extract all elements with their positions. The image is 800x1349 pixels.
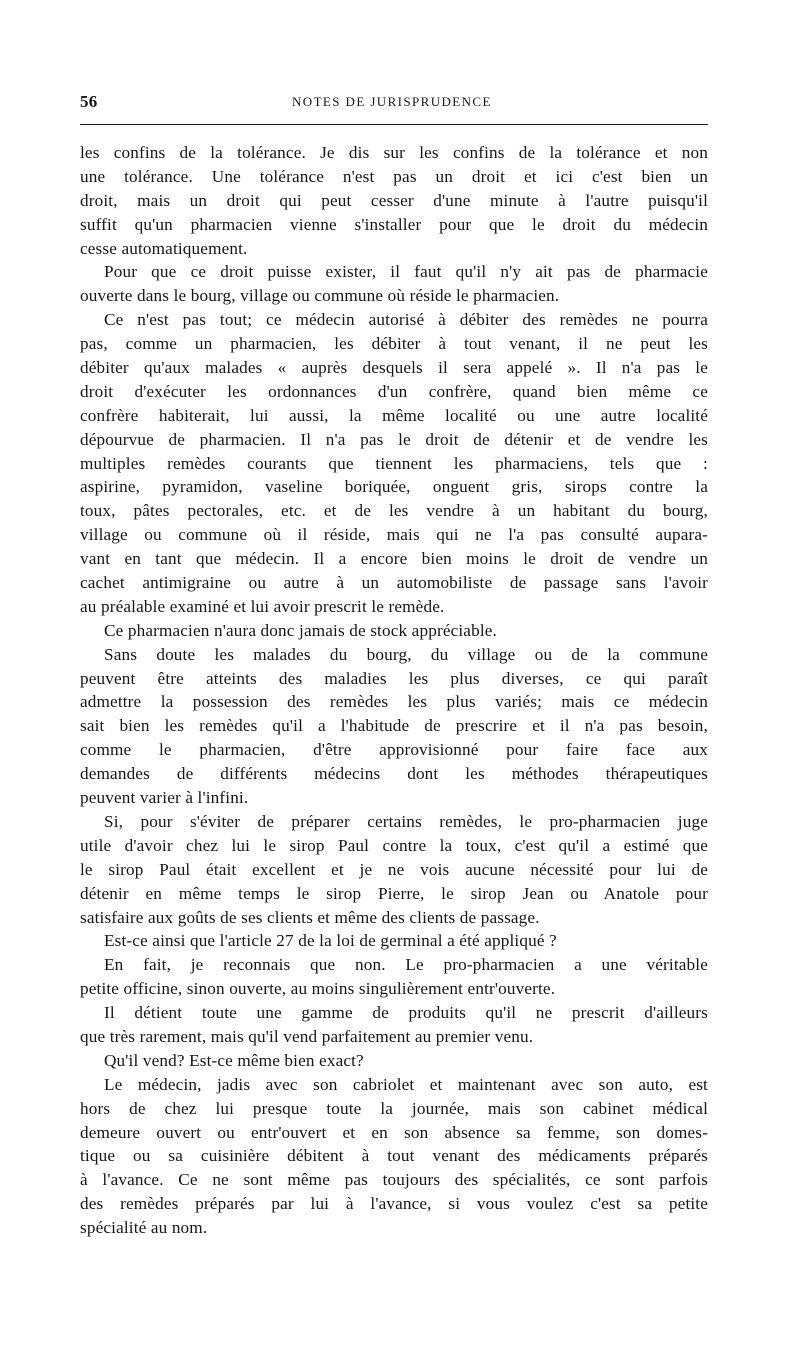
text-line: Sans doute les malades du bourg, du village ou de la commune <box>104 644 708 664</box>
text-line: une tolérance. Une tolérance n'est pas un droit et ici c'est bien un <box>80 166 708 186</box>
text-line: multiples remèdes courants que tiennent les pharmaciens, tels que : <box>80 453 708 473</box>
text-line: tique ou sa cuisinière débitent à tout venant des médicaments préparés <box>80 1146 708 1166</box>
header-rule <box>80 124 708 125</box>
text-line: des remèdes préparés par lui à l'avance, si vous voulez c'est sa petite <box>80 1194 708 1214</box>
text-line: les confins de la tolérance. Je dis sur les confins de la tolérance et non <box>80 143 708 162</box>
text-line: cachet antimigraine ou autre à un automobiliste de passage sans l'avoir <box>80 573 708 593</box>
text-line: Ce n'est pas tout; ce médecin autorisé à débiter des remèdes ne pourra <box>104 310 708 330</box>
text-line: que très rarement, mais qu'il vend parfaitement au premier venu. <box>80 1026 534 1046</box>
text-line: suffit qu'un pharmacien vienne s'installer pour que le droit du médecin <box>80 214 708 234</box>
body-text <box>80 141 708 1240</box>
text-line: satisfaire aux goûts de ses clients et même des clients de passage. <box>80 907 540 927</box>
text-line: Ce pharmacien n'aura donc jamais de stock appréciable. <box>104 620 497 640</box>
text-line: utile d'avoir chez lui le sirop Paul contre la toux, c'est qu'il a estimé que <box>80 835 708 855</box>
text-line: comme le pharmacien, d'être approvisionné pour faire face aux <box>80 740 708 760</box>
text-line: à l'avance. Ce ne sont même pas toujours des spécialités, ce sont parfois <box>80 1170 708 1190</box>
text-line: Est-ce ainsi que l'article 27 de la loi de germinal a été appliqué ? <box>104 931 557 951</box>
text-line: demandes de différents médecins dont les méthodes thérapeutiques <box>80 764 708 784</box>
text-line: sait bien les remèdes qu'il a l'habitude de prescrire et il n'a pas besoin, <box>80 716 708 736</box>
text-line: confrère habiterait, lui aussi, la même localité ou une autre localité <box>80 405 708 425</box>
page-header <box>80 92 708 116</box>
text-line: hors de chez lui presque toute la journée, mais son cabinet médical <box>80 1098 708 1118</box>
text-line: dépourvue de pharmacien. Il n'a pas le droit de détenir et de vendre les <box>80 429 708 449</box>
text-line: demeure ouvert ou entr'ouvert et en son absence sa femme, son domes- <box>80 1122 708 1142</box>
text-line: droit d'exécuter les ordonnances d'un confrère, quand bien même ce <box>80 381 708 401</box>
text-line: cesse automatiquement. <box>80 238 248 258</box>
text-line: aspirine, pyramidon, vaseline boriquée, onguent gris, sirops contre la <box>80 477 708 497</box>
text-line: ouverte dans le bourg, village ou commune où réside le pharmacien. <box>80 286 560 306</box>
text-line: petite officine, sinon ouverte, au moins singulièrement entr'ouverte. <box>80 979 556 999</box>
text-line: détenir en même temps le sirop Pierre, le sirop Jean ou Anatole pour <box>80 883 708 903</box>
text-line: Si, pour s'éviter de préparer certains remèdes, le pro-pharmacien juge <box>104 811 708 831</box>
text-line: En fait, je reconnais que non. Le pro-pharmacien a une véritable <box>104 955 708 975</box>
text-line: Pour que ce droit puisse exister, il faut qu'il n'y ait pas de pharmacie <box>104 262 708 282</box>
text-line: le sirop Paul était excellent et je ne vois aucune nécessité pour lui de <box>80 859 708 879</box>
text-line: peuvent être atteints des maladies les plus diverses, ce qui paraît <box>80 668 708 688</box>
text-line: toux, pâtes pectorales, etc. et de les vendre à un habitant du bourg, <box>80 501 708 521</box>
text-line: peuvent varier à l'infini. <box>80 788 249 808</box>
text-line: débiter qu'aux malades « auprès desquels il sera appelé ». Il n'a pas le <box>80 358 708 378</box>
text-line: droit, mais un droit qui peut cesser d'une minute à l'autre puisqu'il <box>80 190 708 210</box>
text-line: au préalable examiné et lui avoir prescrit le remède. <box>80 596 445 616</box>
text-line: village ou commune où il réside, mais qui ne l'a pas consulté aupara- <box>80 525 708 545</box>
page-number: 56 <box>80 92 98 111</box>
text-line: pas, comme un pharmacien, les débiter à tout venant, il ne peut les <box>80 334 708 354</box>
text-line: Qu'il vend? Est-ce même bien exact? <box>104 1050 364 1070</box>
text-line: vant en tant que médecin. Il a encore bien moins le droit de vendre un <box>80 549 708 569</box>
running-head: NOTES DE JURISPRUDENCE <box>292 94 492 109</box>
text-line: Il détient toute une gamme de produits qu'il ne prescrit d'ailleurs <box>104 1003 708 1023</box>
text-line: spécialité au nom. <box>80 1218 208 1238</box>
text-line: admettre la possession des remèdes les plus variés; mais ce médecin <box>80 692 708 712</box>
text-line: Le médecin, jadis avec son cabriolet et maintenant avec son auto, est <box>104 1074 708 1094</box>
